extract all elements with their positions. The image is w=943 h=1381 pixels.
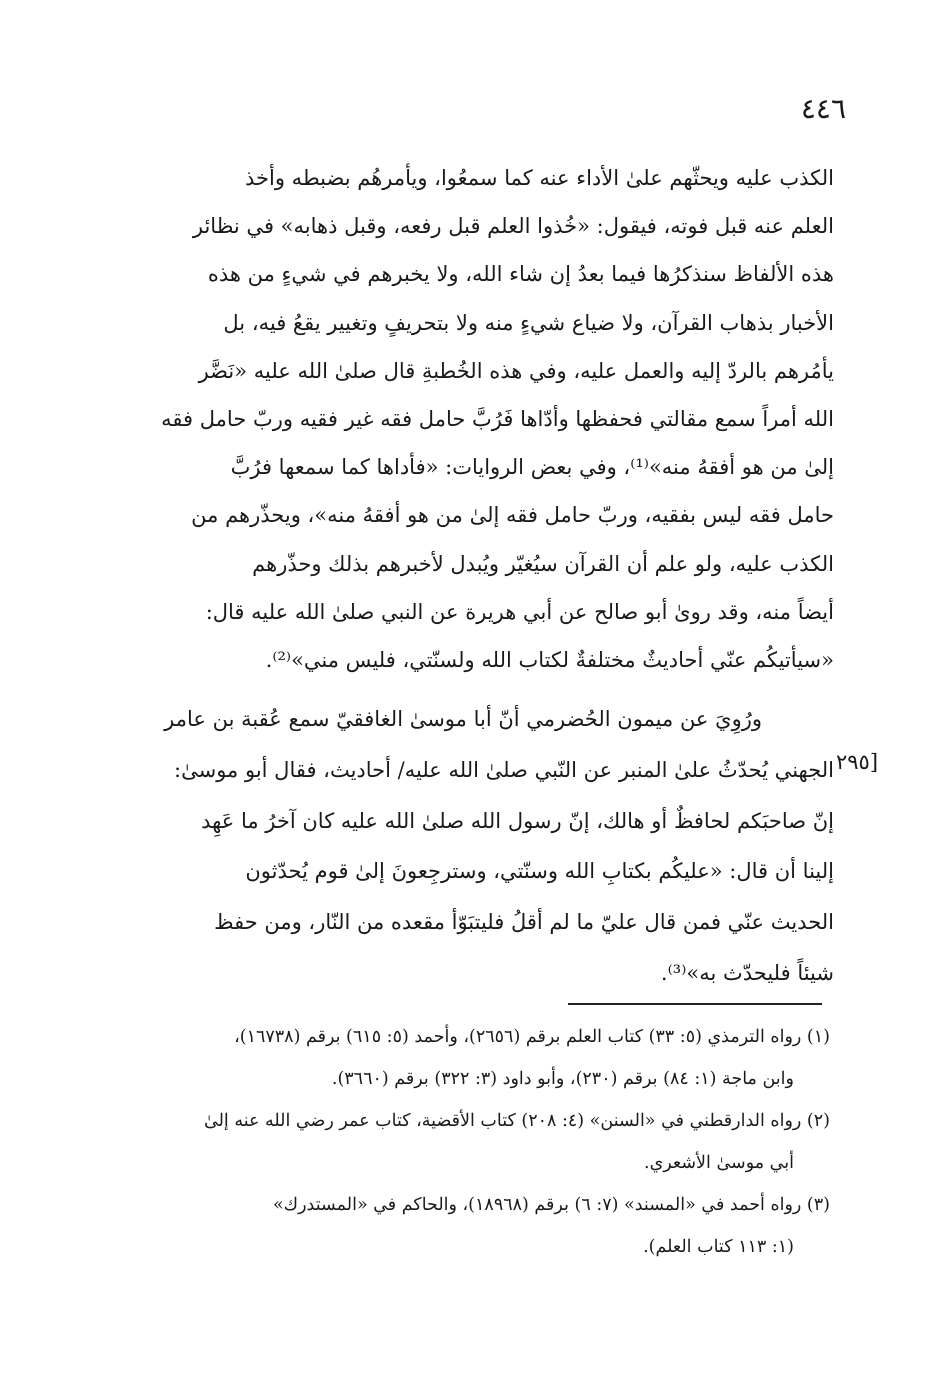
footnote-divider [568, 1003, 822, 1005]
second-paragraph [82, 694, 834, 999]
footnotes [70, 1016, 830, 1268]
footnote-line: وابن ماجة (١: ٨٤) برقم (٢٣٠)، وأبو داود (٣: ٣٢٢) برقم (٣٦٦٠). [331, 1069, 794, 1089]
text-line: يأمُرهم بالردّ إليه والعمل عليه، وفي هذه الخُطبةِ قال صلىٰ الله عليه «نَضَّر [198, 358, 834, 383]
text-line: إلىٰ من هو أفقهُ منه»⁽¹⁾، وفي بعض الروايات: «فأداها كما سمعها فرُبَّ [230, 455, 834, 480]
text-line: «سيأتيكُم عنّي أحاديثٌ مختلفةٌ لكتاب الله ولسنّتي، فليس مني»⁽²⁾. [265, 647, 834, 672]
footnote-line: (١) رواه الترمذي (٥: ٣٣) كتاب العلم برقم (٢٦٥٦)، وأحمد (٥: ٦١٥) برقم (١٦٧٣٨)، [234, 1027, 830, 1047]
text-line: الأخبار بذهاب القرآن، ولا ضياع شيءٍ منه ولا بتحريفٍ وتغيير يقعُ فيه، بل [223, 310, 834, 335]
text-line: حامل فقه ليس بفقيه، وربّ حامل فقه إلىٰ من هو أفقهُ منه»، ويحذّرهم من [191, 503, 834, 528]
text-line: إنّ صاحبَكم لحافظٌ أو هالك، إنّ رسول الله صلىٰ الله عليه كان آخرُ ما عَهِد [201, 808, 834, 833]
text-line: العلم عنه قبل فوته، فيقول: «خُذوا العلم قبل رفعه، وقبل ذهابه» في نظائر [192, 214, 834, 239]
text-line: الجهني يُحدّثُ علىٰ المنبر عن النّبي صلىٰ الله عليه/ أحاديث، فقال أبو موسىٰ: [174, 757, 834, 782]
text-line: الله أمراً سمع مقالتي فحفظها وأدّاها فَرُبَّ حامل فقه غير فقيه وربّ حامل فقه [161, 406, 834, 431]
text-line: الكذب عليه، ولو علم أن القرآن سيُغيّر ويُبدل لأخبرهم بذلك وحذّرهم [252, 551, 834, 576]
page-number: ٤٤٦ [800, 92, 846, 125]
main-paragraph [82, 154, 834, 684]
text-line: هذه الألفاظ سنذكرُها فيما بعدُ إن شاء الله، ولا يخبرهم في شيءٍ من هذه [207, 262, 834, 287]
footnote-line: أبي موسىٰ الأشعري. [644, 1153, 794, 1173]
text-line: أيضاً منه، وقد روىٰ أبو صالح عن أبي هريرة عن النبي صلىٰ الله عليه قال: [205, 599, 834, 624]
text-line: شيئاً فليحدّث به»⁽³⁾. [660, 960, 834, 985]
footnote-line: (٢) رواه الدارقطني في «السنن» (٤: ٢٠٨) كتاب الأقضية، كتاب عمر رضي الله عنه إلىٰ [203, 1111, 830, 1131]
text-line: إلينا أن قال: «عليكُم بكتابِ الله وسنّتي، وسترجِعونَ إلىٰ قوم يُحدّثون [245, 859, 834, 884]
text-line: ورُوِيَ عن ميمون الحُضرمي أنّ أبا موسىٰ الغافقيّ سمع عُقبة بن عامر [164, 707, 762, 731]
footnote-line: (١: ١١٣ كتاب العلم). [643, 1237, 794, 1257]
footnote-line: (٣) رواه أحمد في «المسند» (٧: ٦) برقم (١٨٩٦٨)، والحاكم في «المستدرك» [272, 1195, 830, 1215]
text-line: الحديث عنّي فمن قال عليّ ما لم أقلُ فليتبَوّأ مقعده من النّار، ومن حفظ [214, 910, 834, 935]
text-line: الكذب عليه ويحثّهم علىٰ الأداء عنه كما سمعُوا، ويأمرهُم بضبطه وأخذ [245, 166, 834, 190]
manuscript-folio-reference: [٢٩٥ [836, 750, 879, 774]
